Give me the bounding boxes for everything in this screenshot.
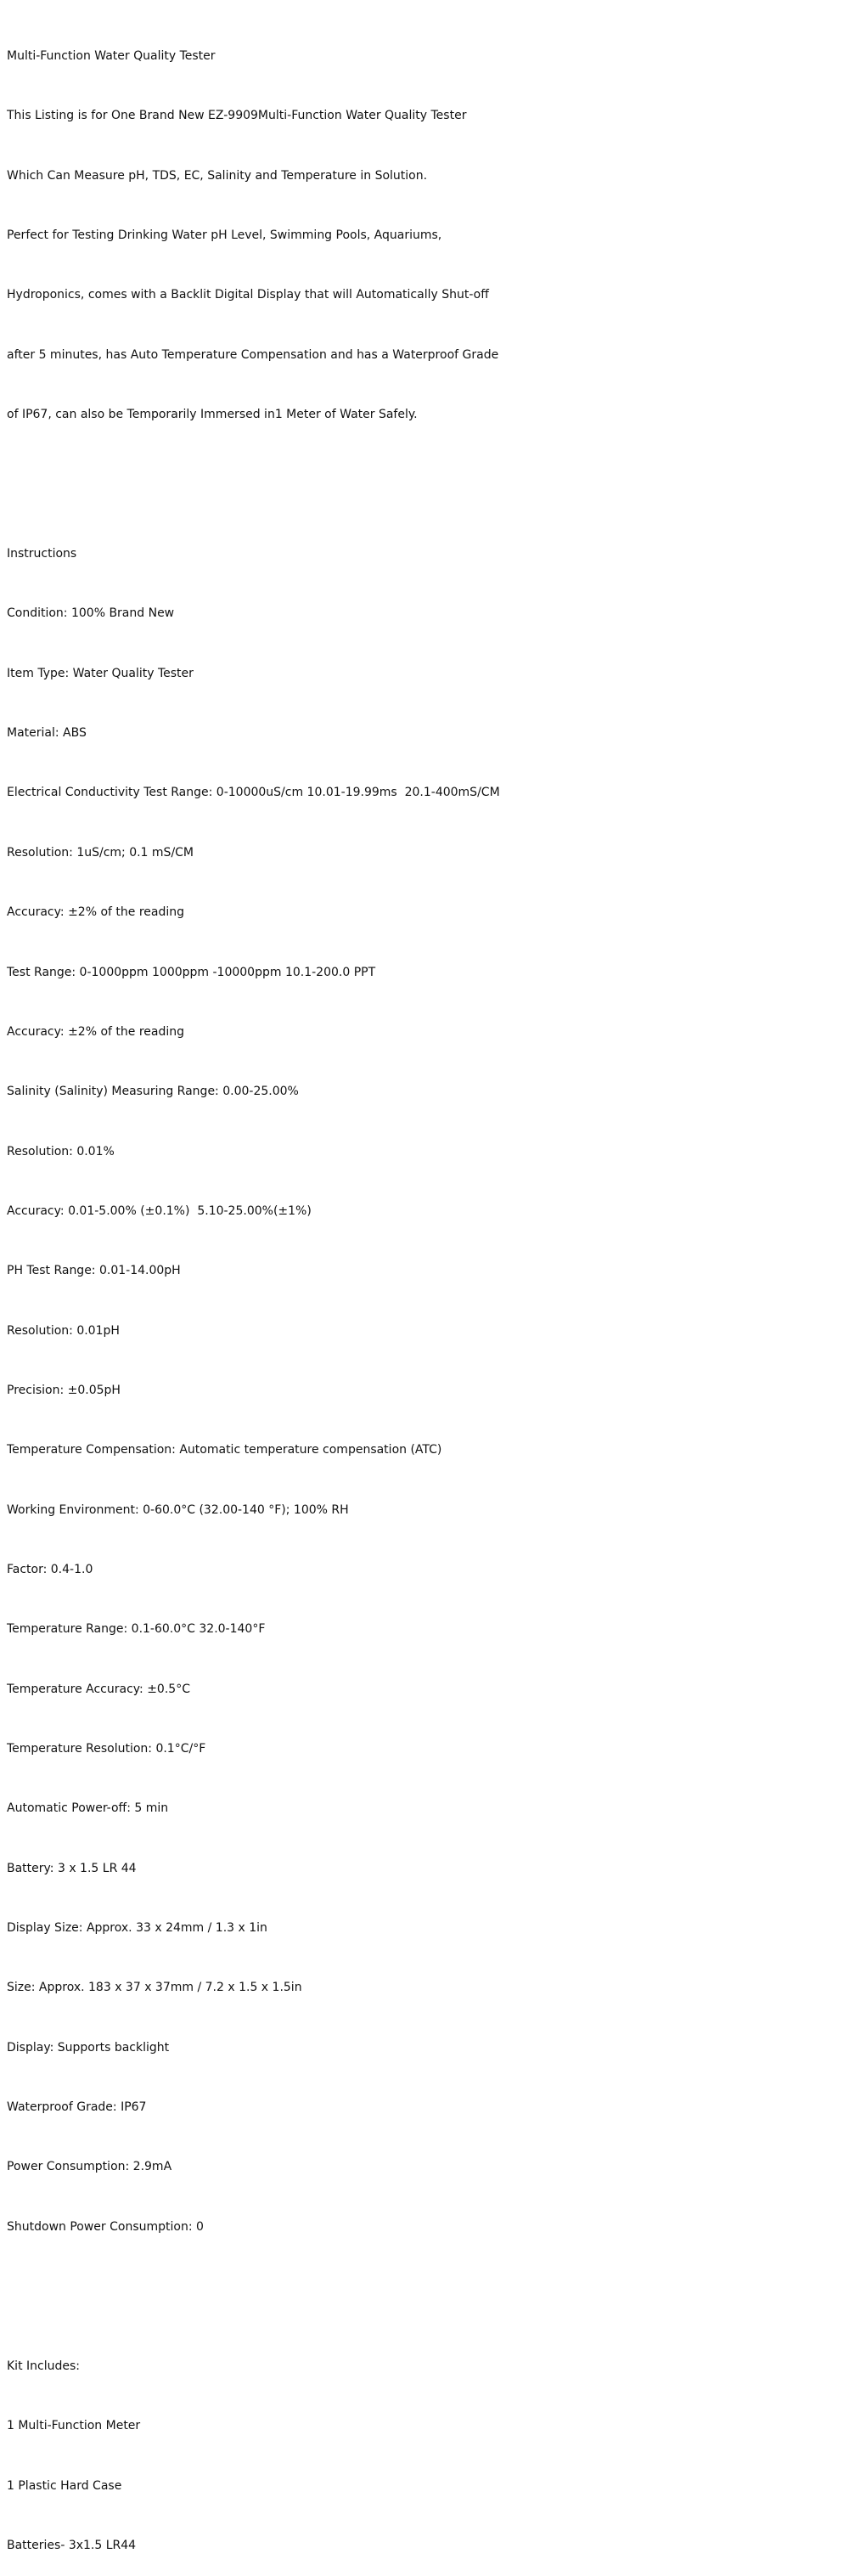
spec-line: Temperature Accuracy: ±0.5°C bbox=[7, 1682, 190, 1696]
paragraph-spacer bbox=[7, 465, 839, 484]
spec-line: Size: Approx. 183 x 37 x 37mm / 7.2 x 1.5 x 1.5in bbox=[7, 1981, 302, 1995]
intro-line: of IP67, can also be Temporarily Immersed in1 Meter of Water Safely. bbox=[7, 407, 418, 421]
spec-line: Display: Supports backlight bbox=[7, 2040, 170, 2055]
intro-line: after 5 minutes, has Auto Temperature Compensation and has a Waterproof Grade bbox=[7, 347, 499, 362]
spec-line: Item Type: Water Quality Tester bbox=[7, 666, 194, 680]
spec-line: Condition: 100% Brand New bbox=[7, 606, 175, 621]
product-description bbox=[7, 7, 839, 2576]
spec-line: Material: ABS bbox=[7, 726, 87, 741]
kit-item: Batteries- 3x1.5 LR44 bbox=[7, 2538, 137, 2552]
spec-line: Working Environment: 0-60.0°C (32.00-140 °F); 100% RH bbox=[7, 1502, 349, 1517]
intro-line: This Listing is for One Brand New EZ-9909Multi-Function Water Quality Tester bbox=[7, 109, 467, 123]
spec-line: Temperature Range: 0.1-60.0°C 32.0-140°F bbox=[7, 1622, 266, 1637]
spec-line: Electrical Conductivity Test Range: 0-10000uS/cm 10.01-19.99ms 20.1-400mS/CM bbox=[7, 786, 500, 800]
spec-line: Automatic Power-off: 5 min bbox=[7, 1801, 169, 1816]
kit-heading: Kit Includes: bbox=[7, 2359, 80, 2373]
spec-line: Test Range: 0-1000ppm 1000ppm -10000ppm 10.1-200.0 PPT bbox=[7, 965, 376, 979]
spec-line: Accuracy: ±2% of the reading bbox=[7, 1024, 185, 1039]
spec-line: Accuracy: 0.01-5.00% (±0.1%) 5.10-25.00%(±1%) bbox=[7, 1203, 312, 1218]
kit-item: 1 Plastic Hard Case bbox=[7, 2478, 122, 2493]
spec-line: Temperature Compensation: Automatic temperature compensation (ATC) bbox=[7, 1443, 442, 1457]
intro-line: Perfect for Testing Drinking Water pH Level, Swimming Pools, Aquariums, bbox=[7, 228, 442, 242]
spec-line: Factor: 0.4-1.0 bbox=[7, 1562, 93, 1576]
spec-line: Battery: 3 x 1.5 LR 44 bbox=[7, 1861, 137, 1875]
spec-line: Accuracy: ±2% of the reading bbox=[7, 905, 185, 920]
intro-line: Hydroponics, comes with a Backlit Digital Display that will Automatically Shut-off bbox=[7, 288, 489, 302]
spec-line: Resolution: 0.01% bbox=[7, 1144, 115, 1158]
paragraph-spacer bbox=[7, 2277, 839, 2297]
spec-line: PH Test Range: 0.01-14.00pH bbox=[7, 1264, 181, 1278]
spec-line: Waterproof Grade: IP67 bbox=[7, 2100, 147, 2115]
intro-line: Which Can Measure pH, TDS, EC, Salinity and Temperature in Solution. bbox=[7, 168, 428, 183]
instructions-heading: Instructions bbox=[7, 547, 77, 561]
kit-item: 1 Multi-Function Meter bbox=[7, 2419, 141, 2433]
spec-line: Display Size: Approx. 33 x 24mm / 1.3 x 1in bbox=[7, 1921, 267, 1936]
spec-line: Precision: ±0.05pH bbox=[7, 1383, 121, 1397]
spec-line: Power Consumption: 2.9mA bbox=[7, 2160, 172, 2174]
spec-line: Shutdown Power Consumption: 0 bbox=[7, 2219, 204, 2234]
document-title: Multi-Function Water Quality Tester bbox=[7, 48, 216, 63]
spec-line: Resolution: 0.01pH bbox=[7, 1323, 120, 1338]
spec-line: Salinity (Salinity) Measuring Range: 0.00-25.00% bbox=[7, 1085, 299, 1099]
spec-line: Resolution: 1uS/cm; 0.1 mS/CM bbox=[7, 845, 194, 860]
spec-line: Temperature Resolution: 0.1°C/°F bbox=[7, 1741, 206, 1756]
